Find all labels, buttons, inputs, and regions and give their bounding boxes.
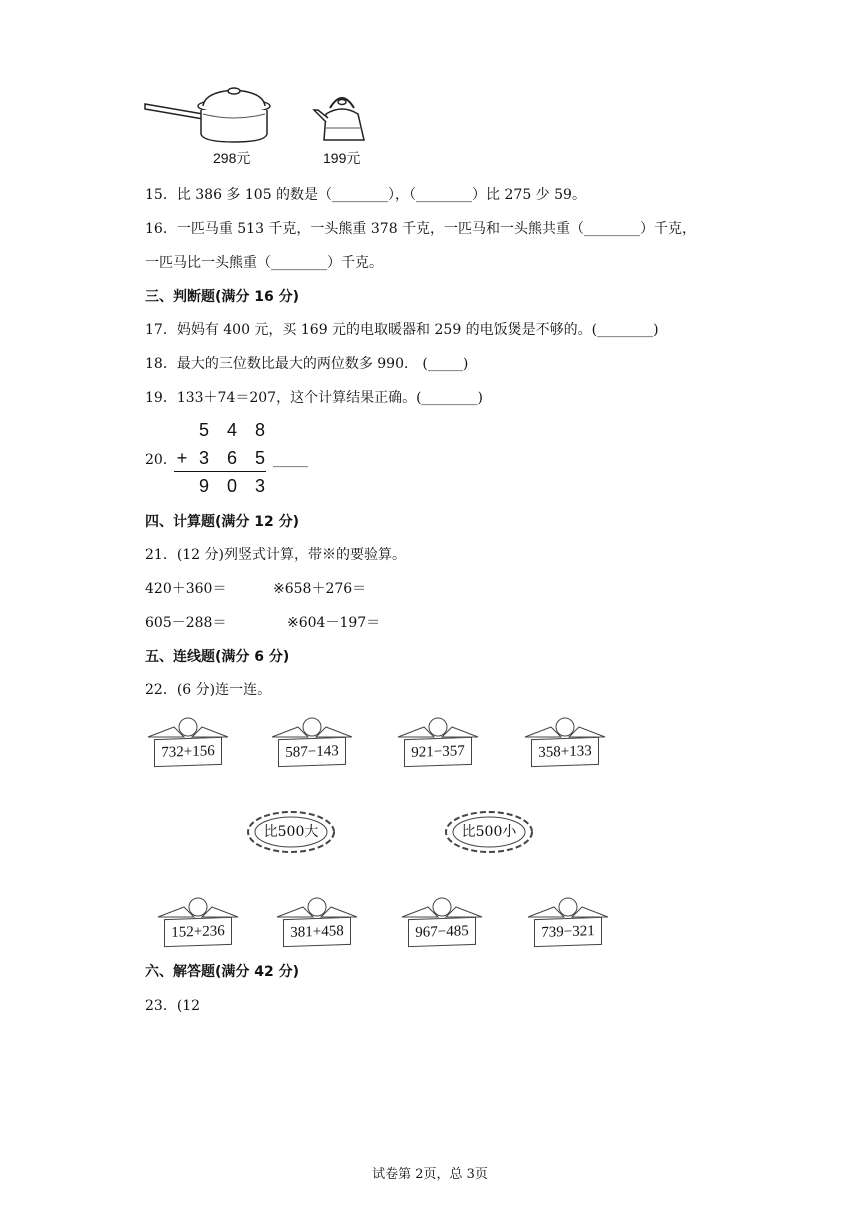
question-16-line2: 一匹马比一头熊重（________）千克。: [145, 255, 383, 271]
calc-420-360: 420＋360＝: [145, 581, 227, 597]
oval-greater-than-500[interactable]: [246, 810, 336, 854]
section-6-title: 六、解答题(满分 42 分): [145, 964, 300, 980]
digit: 3: [198, 448, 209, 468]
pot-price: 298元: [213, 150, 251, 166]
question-20-blank: _____: [273, 452, 308, 468]
bird-expression: 587−143: [278, 737, 346, 767]
question-17: 17．妈妈有 400 元，买 169 元的电取暖器和 259 的电饭煲是不够的。(________): [145, 322, 659, 338]
section-5-title: 五、连线题(满分 6 分): [145, 649, 290, 665]
question-15: 15．比 386 多 105 的数是（________），（________）比 275 少 59。: [145, 187, 586, 203]
calc-605-288: 605－288＝: [145, 615, 227, 631]
digit: 9: [198, 476, 209, 496]
page-footer: 试卷第 2页，总 3页: [372, 1167, 488, 1182]
bird-card-2[interactable]: [268, 713, 356, 773]
bird-card-5[interactable]: [154, 893, 242, 953]
bird-card-7[interactable]: [398, 893, 486, 953]
bird-expression: 358+133: [531, 737, 599, 767]
question-18: 18．最大的三位数比最大的两位数多 990． (_____): [145, 356, 469, 372]
digit: 8: [254, 420, 265, 440]
bird-card-6[interactable]: [273, 893, 361, 953]
sum-line: [174, 471, 266, 472]
question-23: 23．(12: [145, 998, 201, 1014]
vertical-calculation: [172, 418, 272, 498]
oval-less-than-500[interactable]: [444, 810, 534, 854]
question-19: 19．133＋74＝207，这个计算结果正确。(________): [145, 390, 483, 406]
oval-label: 比500大: [263, 824, 319, 840]
kettle-image: [310, 88, 374, 144]
section-3-title: 三、判断题(满分 16 分): [145, 289, 300, 305]
bird-expression: 152+236: [164, 917, 232, 947]
bird-card-3[interactable]: [394, 713, 482, 773]
digit: 4: [226, 420, 237, 440]
kettle-price: 199元: [323, 150, 361, 166]
question-22: 22．(6 分)连一连。: [145, 682, 272, 698]
bird-card-8[interactable]: [524, 893, 612, 953]
pot-image: [143, 86, 273, 146]
bird-expression: 381+458: [283, 917, 351, 947]
bird-expression: 732+156: [154, 737, 222, 767]
digit: 3: [254, 476, 265, 496]
section-4-title: 四、计算题(满分 12 分): [145, 514, 300, 530]
bird-expression: 921−357: [404, 737, 472, 767]
digit: 5: [198, 420, 209, 440]
bird-card-1[interactable]: [144, 713, 232, 773]
bird-card-4[interactable]: [521, 713, 609, 773]
bird-expression: 739−321: [534, 917, 602, 947]
bird-expression: 967−485: [408, 917, 476, 947]
digit: 0: [226, 476, 237, 496]
digit: 6: [226, 448, 237, 468]
question-21: 21．(12 分)列竖式计算，带※的要验算。: [145, 547, 407, 563]
calc-604-197: ※604－197＝: [287, 615, 381, 631]
question-16-line1: 16．一匹马重 513 千克，一头熊重 378 千克，一匹马和一头熊共重（________）千克，: [145, 221, 697, 237]
question-20-label: 20．: [145, 452, 177, 468]
digit: 5: [254, 448, 265, 468]
oval-label: 比500小: [461, 824, 517, 840]
plus-sign: +: [176, 448, 188, 468]
calc-658-276: ※658＋276＝: [273, 581, 367, 597]
